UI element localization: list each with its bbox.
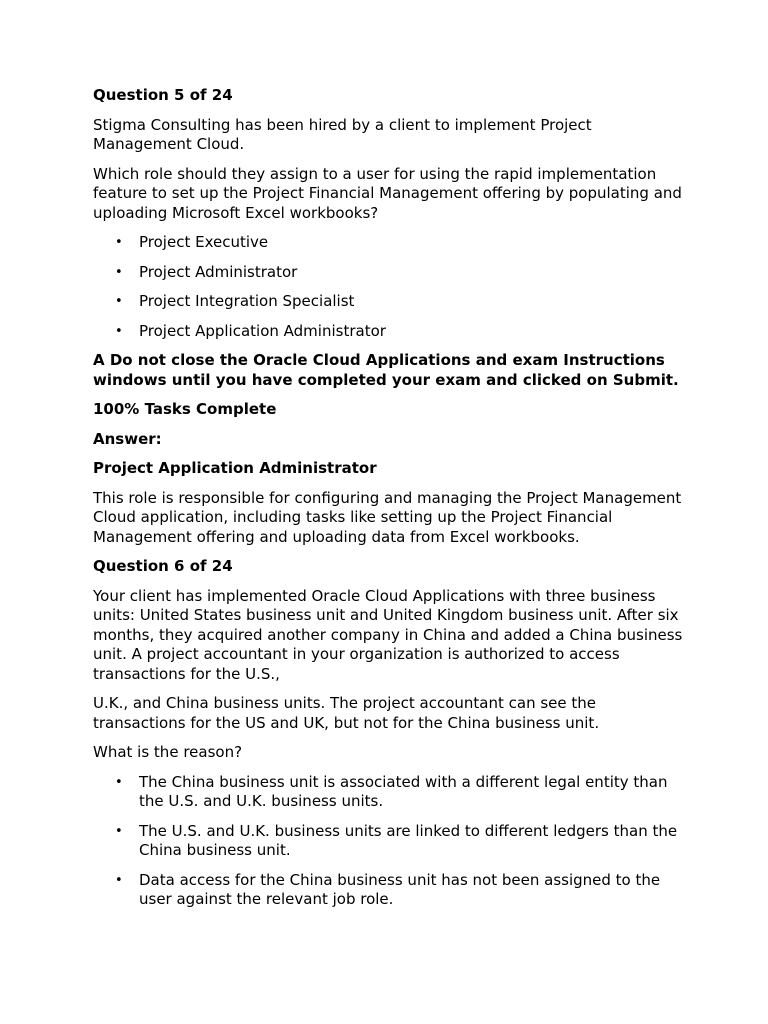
option-label: Project Integration Specialist (139, 292, 355, 310)
bullet-icon: • (115, 774, 123, 790)
exam-warning: A Do not close the Oracle Cloud Applications and exam Instructions windows until you have completed your exam and clicked on Submit. (93, 351, 679, 389)
bullet-icon: • (115, 235, 123, 250)
question-6-options (93, 773, 683, 910)
bullet-icon: • (115, 264, 123, 280)
question-5-heading: Question 5 of 24 (93, 86, 233, 104)
question-5-option (93, 322, 683, 342)
question-5-option (93, 263, 683, 283)
option-label: Project Application Administrator (139, 321, 386, 340)
question-5-text: Which role should they assign to a user for using the rapid implementation feature to set up the Project Financial Management offering by populating and uploading Microsoft Excel workbooks? (93, 164, 682, 222)
progress-status: 100% Tasks Complete (93, 400, 277, 418)
option-label: The China business unit is associated with a different legal entity than the U.S. and U.K. business units. (139, 772, 668, 810)
bullet-icon: • (115, 823, 123, 839)
question-5-option (93, 292, 683, 312)
bullet-icon: • (115, 872, 123, 888)
question-6-scenario-continued: U.K., and China business units. The project accountant can see the transactions for the US and UK, but not for the China business unit. (93, 694, 600, 732)
question-6-option (93, 822, 683, 861)
bullet-icon: • (115, 294, 123, 309)
answer-value: Project Application Administrator (93, 459, 377, 477)
bullet-icon: • (115, 323, 123, 339)
question-5-intro: Stigma Consulting has been hired by a client to implement Project Management Cloud. (93, 115, 592, 153)
question-6-option (93, 773, 683, 812)
option-label: Data access for the China business unit has not been assigned to the user against the relevant job role. (139, 870, 661, 908)
question-6-scenario: Your client has implemented Oracle Cloud Applications with three business units: United States business unit and United Kingdom business unit. After six months, they acquired another company in China and added a China business unit. A project accountant in your organization is authorized to access transactions for the U.S., (93, 586, 683, 683)
option-label: Project Executive (139, 233, 269, 251)
answer-explanation: This role is responsible for configuring and managing the Project Management Cloud application, including tasks like setting up the Project Financial Management offering and uploading data from Excel workbooks. (93, 488, 682, 546)
answer-label: Answer: (93, 429, 162, 448)
question-5-options (93, 233, 683, 341)
option-label: The U.S. and U.K. business units are linked to different ledgers than the China business unit. (139, 821, 678, 859)
question-6-heading: Question 6 of 24 (93, 557, 233, 575)
question-6-option (93, 871, 683, 910)
question-6-text: What is the reason? (93, 743, 243, 761)
option-label: Project Administrator (139, 262, 298, 281)
document-page (93, 86, 683, 920)
question-5-option (93, 233, 683, 253)
